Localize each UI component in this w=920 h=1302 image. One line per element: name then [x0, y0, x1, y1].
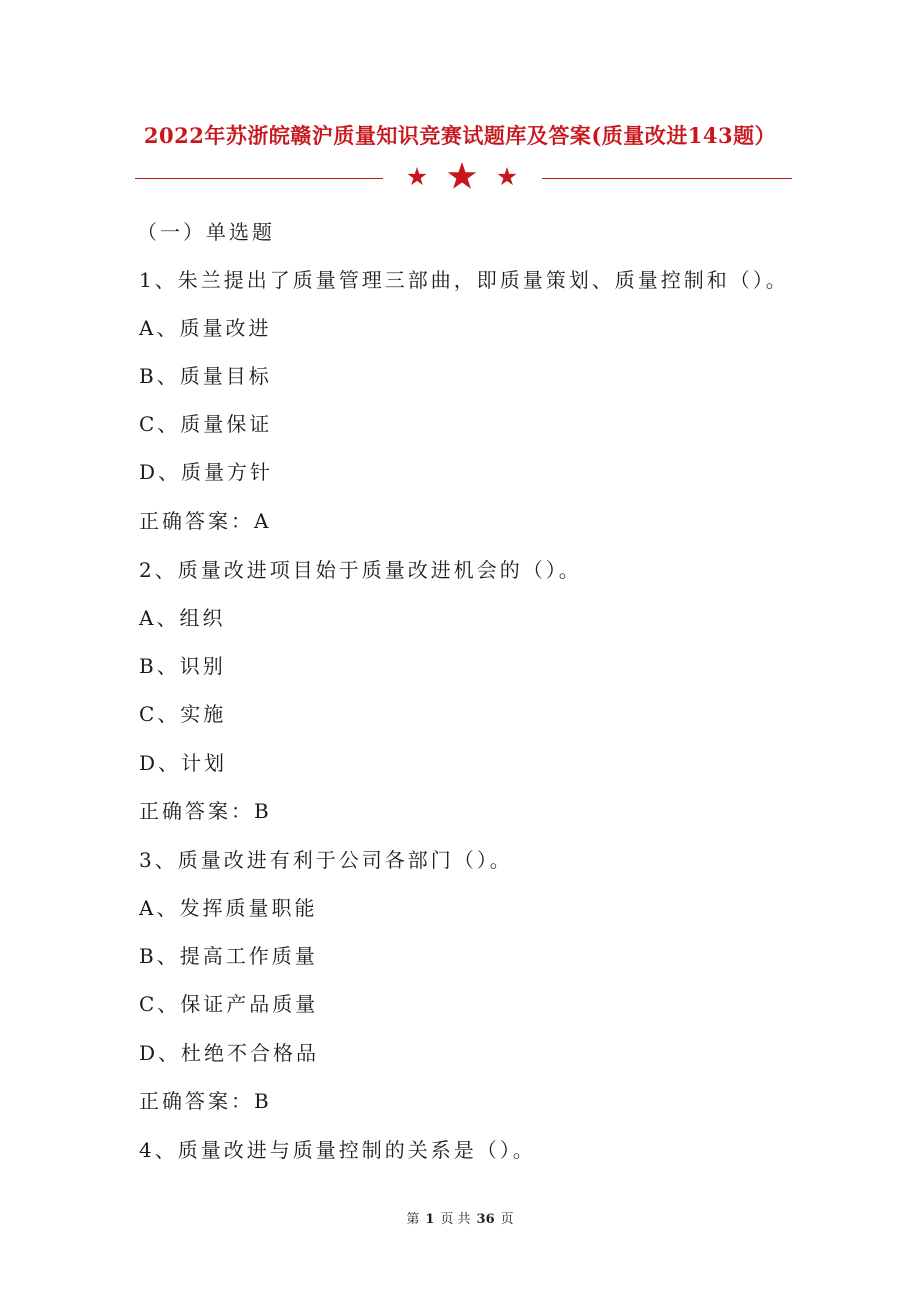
star-icon — [408, 167, 427, 185]
option-a: A、质量改进 — [139, 316, 272, 340]
section-heading: （一）单选题 — [137, 220, 275, 244]
option-b: B、质量目标 — [139, 364, 272, 388]
question-stem: 2、质量改进项目始于质量改进机会的（）。 — [139, 558, 582, 582]
footer-prefix: 第 — [406, 1212, 420, 1227]
option-c: C、质量保证 — [139, 412, 273, 436]
option-d: D、质量方针 — [139, 460, 274, 484]
option-a: A、发挥质量职能 — [139, 896, 318, 920]
title-divider-right — [542, 178, 792, 179]
correct-answer: 正确答案：A — [139, 509, 272, 533]
option-b: B、识别 — [139, 654, 226, 678]
document-title: 2022年苏浙皖赣沪质量知识竞赛试题库及答案(质量改进143题） — [143, 123, 777, 148]
option-a: A、组织 — [139, 606, 226, 630]
question-stem: 3、质量改进有利于公司各部门（）。 — [139, 848, 513, 872]
correct-answer: 正确答案：B — [139, 1089, 272, 1113]
footer-middle: 页 共 — [440, 1212, 471, 1227]
option-d: D、计划 — [139, 751, 228, 775]
option-c: C、保证产品质量 — [139, 992, 319, 1016]
current-page-number: 1 — [425, 1212, 435, 1227]
footer-suffix: 页 — [500, 1212, 514, 1227]
page-footer — [0, 1208, 920, 1227]
question-stem: 4、质量改进与质量控制的关系是（）。 — [139, 1138, 536, 1162]
correct-answer: 正确答案：B — [139, 799, 272, 823]
star-icon — [448, 162, 477, 189]
total-page-count: 36 — [476, 1212, 495, 1227]
star-icon — [498, 167, 517, 185]
option-c: C、实施 — [139, 702, 227, 726]
question-stem: 1、朱兰提出了质量管理三部曲，即质量策划、质量控制和（）。 — [139, 268, 789, 292]
title-divider-left — [135, 178, 383, 179]
option-d: D、杜绝不合格品 — [139, 1041, 320, 1065]
option-b: B、提高工作质量 — [139, 944, 318, 968]
star-ornament — [383, 160, 542, 196]
